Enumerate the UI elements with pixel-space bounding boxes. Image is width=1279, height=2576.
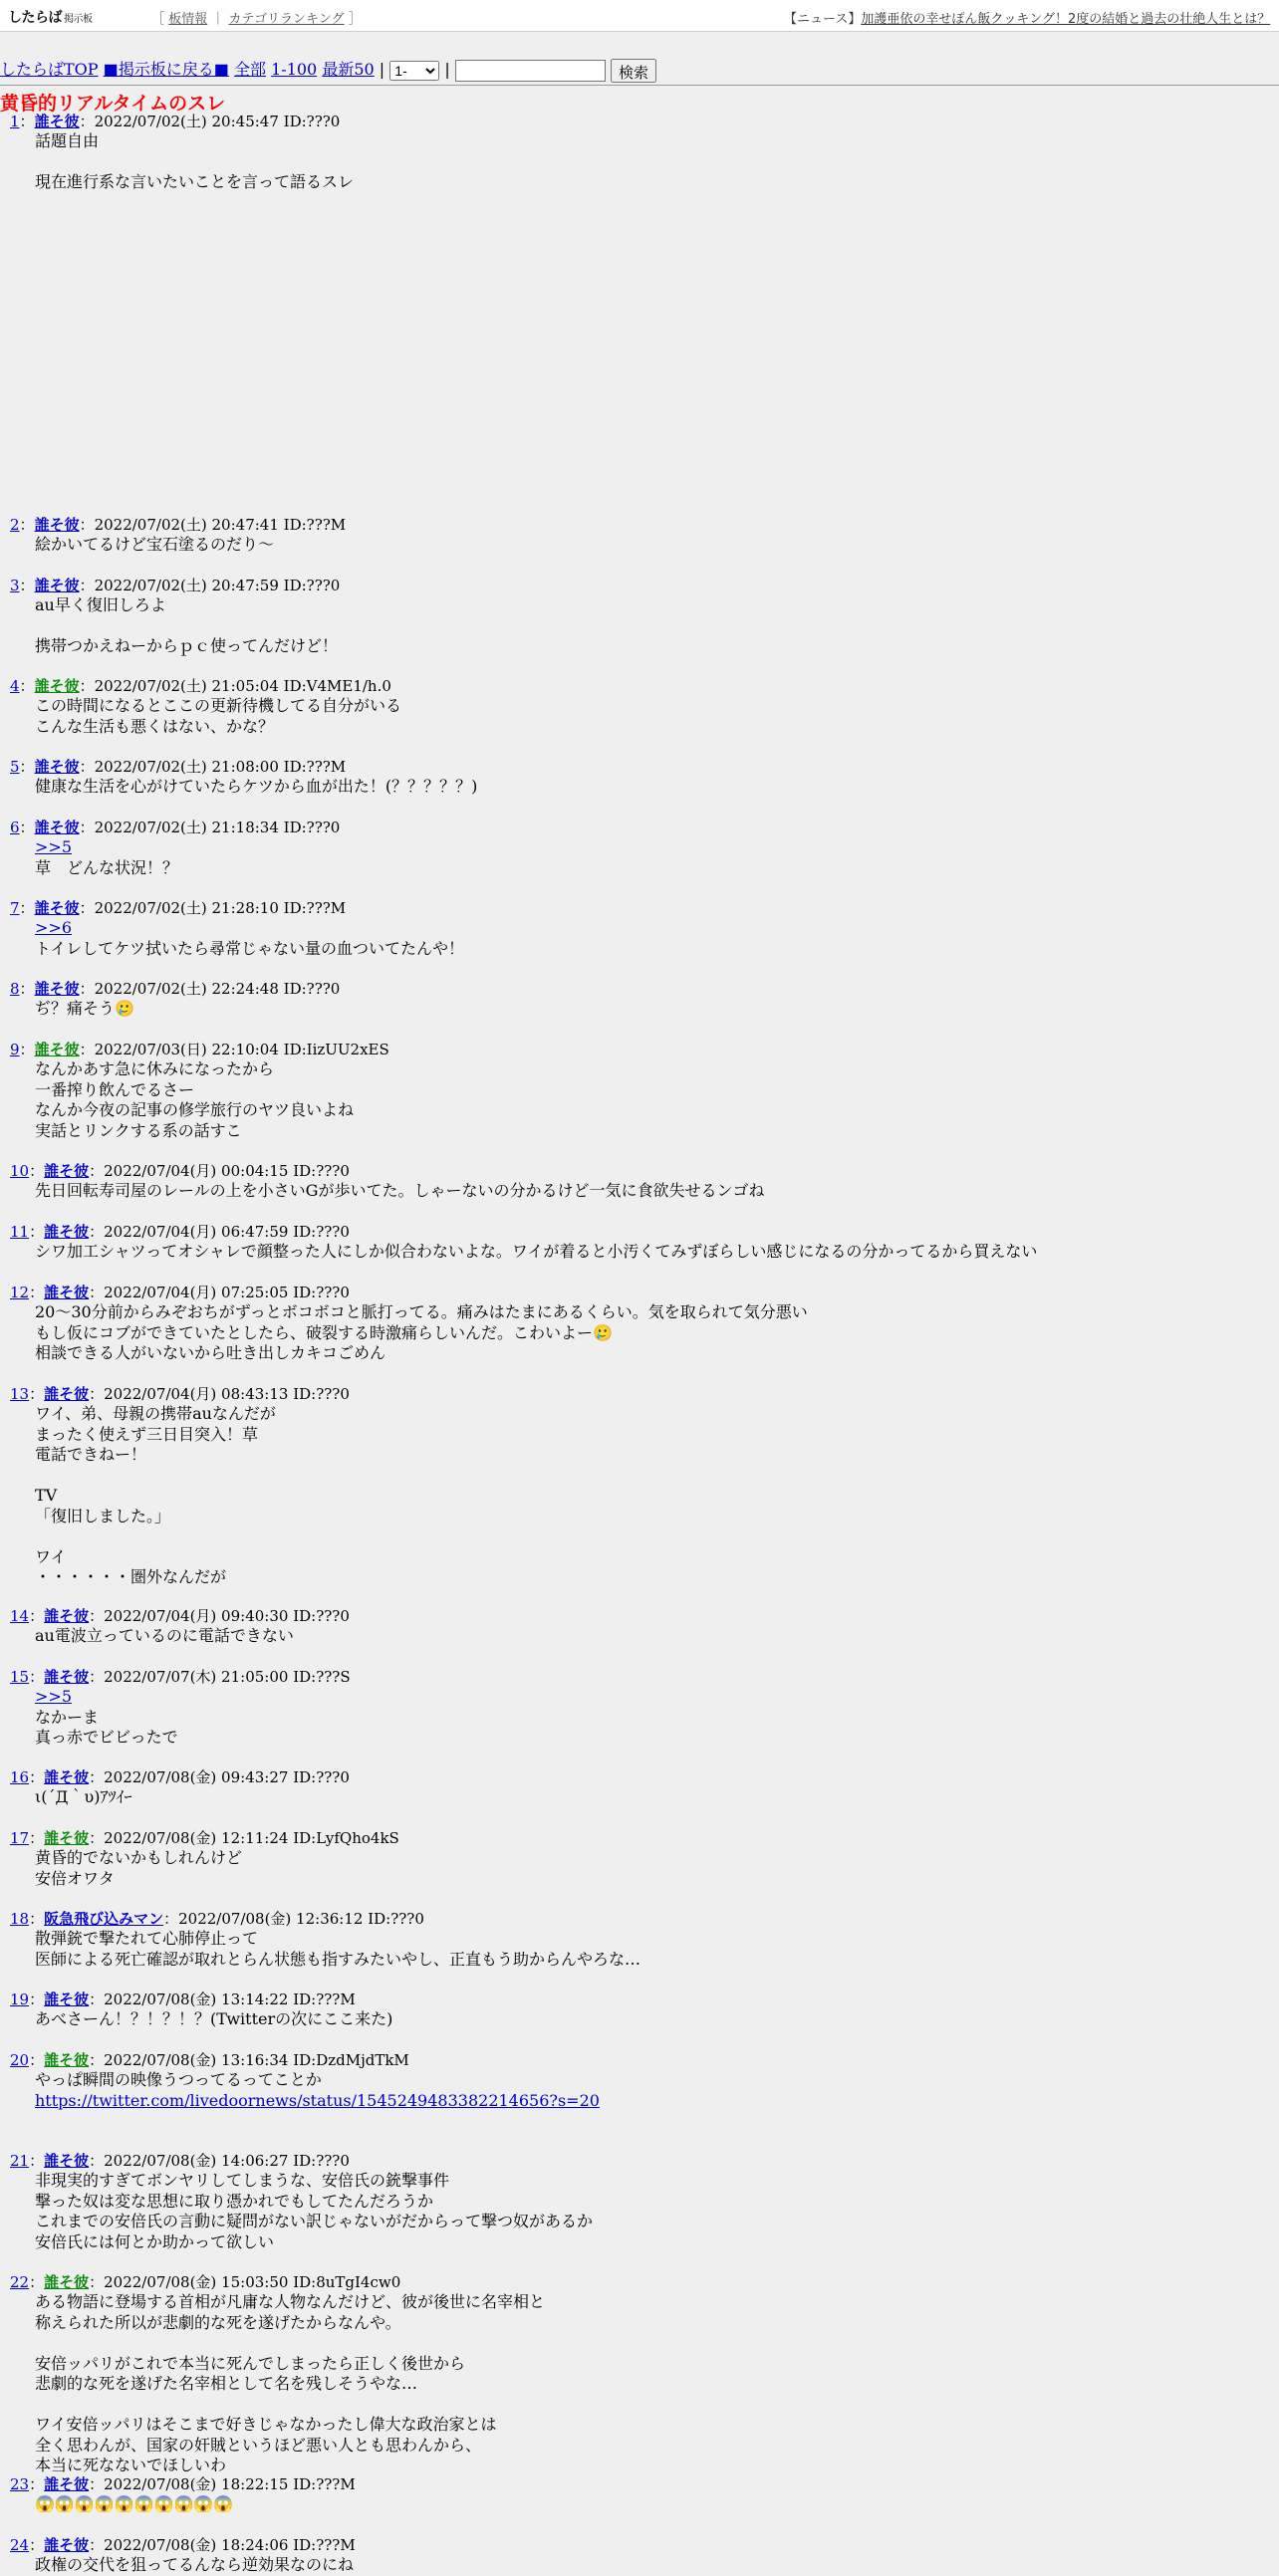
post-header <box>10 2473 356 2494</box>
post-header <box>10 1039 389 1059</box>
poster-name[interactable]: 誰そ彼 <box>34 899 80 917</box>
post-meta: ：2022/07/08(金) 14:06:27 ID:???0 <box>89 2152 350 2170</box>
post-meta: ：2022/07/08(金) 13:14:22 ID:???M <box>89 1991 356 2008</box>
post-line <box>35 1687 178 1708</box>
post-meta: ：2022/07/08(金) 15:03:50 ID:8uTgI4cw0 <box>89 2273 401 2291</box>
post-line: やっぱ瞬間の映像うつってるってことか <box>35 2070 322 2089</box>
colon: ： <box>29 1829 45 1847</box>
post-line <box>35 2395 545 2416</box>
colon: ： <box>29 2475 45 2493</box>
poster-name[interactable]: 誰そ彼 <box>34 980 80 998</box>
post-body <box>35 2009 392 2030</box>
all-posts-link[interactable]: 全部 <box>234 60 267 79</box>
poster-name[interactable]: 誰そ彼 <box>34 758 80 776</box>
post-header <box>10 978 340 999</box>
site-header <box>0 0 1279 32</box>
colon: ： <box>29 2536 45 2554</box>
post-line: トイレしてケツ拭いたら尋常じゃない量の血ついてたんや！ <box>35 938 465 958</box>
colon: ： <box>19 980 35 998</box>
post-header <box>10 1666 351 1687</box>
post-meta: ：2022/07/02(土) 21:05:04 ID:V4ME1/h.0 <box>79 677 391 695</box>
post-line: 現在進行系な言いたいことを言って語るスレ <box>35 172 355 191</box>
pipe-separator: | <box>444 60 450 79</box>
separator: ｜ <box>211 12 225 27</box>
poster-name[interactable]: 誰そ彼 <box>44 2051 90 2069</box>
colon: ： <box>29 1991 45 2008</box>
post-meta: ：2022/07/02(土) 20:47:59 ID:???0 <box>79 577 341 594</box>
post-number-link[interactable]: 3 <box>10 577 20 594</box>
post-body <box>35 918 464 959</box>
colon: ： <box>19 819 35 836</box>
post-line: TV <box>35 1486 58 1505</box>
post-line: 😱😱😱😱😱😱😱😱😱😱 <box>35 2494 234 2513</box>
colon: ： <box>19 113 35 130</box>
post-line <box>35 918 464 939</box>
post-body <box>35 2171 593 2252</box>
post-header <box>10 1908 424 1929</box>
post-line: 話題自由 <box>35 131 100 150</box>
post-number-link[interactable]: 19 <box>10 1991 30 2008</box>
post-header <box>10 897 346 918</box>
post-line <box>35 152 354 173</box>
poster-name[interactable]: 誰そ彼 <box>44 2273 90 2291</box>
poster-name[interactable]: 誰そ彼 <box>44 2475 90 2493</box>
post-line <box>35 2091 600 2112</box>
news-label: 【ニュース】 <box>784 12 862 27</box>
logo-sub: 掲示板 <box>64 14 93 25</box>
post-meta: ：2022/07/02(土) 21:18:34 ID:???0 <box>79 819 341 836</box>
post-header <box>10 2534 356 2555</box>
poster-name[interactable]: 誰そ彼 <box>34 677 80 695</box>
header-links <box>151 8 362 27</box>
post-header <box>10 1383 350 1404</box>
post-line: au早く復旧しろよ <box>35 595 166 614</box>
post-line <box>35 1466 276 1487</box>
range-link[interactable]: 1-100 <box>271 60 318 79</box>
reply-anchor-link[interactable]: >>5 <box>35 1687 72 1706</box>
post-body <box>35 1687 178 1749</box>
post-meta: ：2022/07/07(木) 21:05:00 ID:???S <box>89 1668 351 1686</box>
post-header <box>10 1989 356 2009</box>
post-line: 一番搾り飲んでるさー <box>35 1079 195 1099</box>
thread-nav <box>0 57 1279 86</box>
poster-name[interactable]: 誰そ彼 <box>44 2536 90 2554</box>
post-line: 称えられた所以が悲劇的な死を遂げたからなんや。 <box>35 2312 401 2332</box>
post-meta: ：2022/07/02(土) 20:45:47 ID:???0 <box>79 113 341 130</box>
post-body <box>35 2292 545 2476</box>
post-line: 政権の交代を狙ってるんなら逆効果なのにね <box>35 2555 355 2574</box>
post-meta: ：2022/07/02(土) 22:24:48 ID:???0 <box>79 980 341 998</box>
post-meta: ：2022/07/08(金) 18:24:06 ID:???M <box>89 2536 356 2554</box>
colon: ： <box>29 2152 45 2170</box>
post-number-link[interactable]: 15 <box>10 1668 30 1686</box>
colon: ： <box>19 516 35 534</box>
post-number-link[interactable]: 5 <box>10 758 20 776</box>
post-header <box>10 2049 409 2070</box>
post-line: ワイ、弟、母親の携帯auなんだが <box>35 1404 276 1423</box>
post-meta: ：2022/07/02(土) 21:28:10 ID:???M <box>79 899 347 917</box>
poster-name[interactable]: 誰そ彼 <box>44 1223 90 1241</box>
post-body <box>35 1848 242 1889</box>
post-line: 非現実的すぎてボンヤリしてしまうな、安倍氏の銃撃事件 <box>35 2171 450 2190</box>
colon: ： <box>29 2051 45 2069</box>
post-line <box>35 616 338 637</box>
post-line: 悲劇的な死を遂げた名宰相として名を残しそうやな… <box>35 2374 418 2393</box>
poster-name[interactable]: 誰そ彼 <box>34 819 80 836</box>
post-line: 撃った奴は変な思想に取り憑かれでもしてたんだろうか <box>35 2191 434 2211</box>
post-number-link[interactable]: 21 <box>10 2152 30 2170</box>
post-number-link[interactable]: 4 <box>10 677 20 695</box>
post-meta: ：2022/07/08(金) 18:22:15 ID:???M <box>89 2475 356 2493</box>
poster-name[interactable]: 誰そ彼 <box>34 577 80 594</box>
post-header <box>10 2150 350 2171</box>
post-line: この時間になるとここの更新待機してる自分がいる <box>35 696 402 715</box>
post-body <box>35 2555 354 2576</box>
post-line: ι(´Д｀υ)ｱﾂｲｰ <box>35 1787 132 1806</box>
post-line: なんか今夜の記事の修学旅行のヤツ良いよね <box>35 1100 355 1119</box>
news-ticker <box>784 8 1270 27</box>
post-meta: ：2022/07/02(土) 21:08:00 ID:???M <box>79 758 347 776</box>
post-header <box>10 575 340 595</box>
news-link[interactable]: 加護亜依の幸せぽん飯クッキング！2度の結婚と過去の壮絶人生とは？ <box>861 12 1271 27</box>
colon: ： <box>19 1041 35 1058</box>
bracket-close: ］ <box>348 12 362 27</box>
post-line: 医師による死亡確認が取れとらん状態も指すみたいやし、正直もう助からんやろな… <box>35 1949 641 1969</box>
poster-name[interactable]: 誰そ彼 <box>44 1668 90 1686</box>
post-header <box>10 1221 350 1242</box>
post-body <box>35 1181 764 1202</box>
colon: ： <box>29 1910 45 1928</box>
post-header <box>10 817 340 837</box>
post-number-link[interactable]: 1 <box>10 113 20 130</box>
post-meta: ：2022/07/04(月) 06:47:59 ID:???0 <box>89 1223 350 1241</box>
reply-anchor-link[interactable]: >>6 <box>35 918 72 937</box>
logo-text: したらば <box>8 10 62 26</box>
post-line: 黄昏的でないかもしれんけど <box>35 1848 243 1867</box>
poster-name[interactable]: 誰そ彼 <box>44 1991 90 2008</box>
post-header <box>10 1827 399 1848</box>
post-line: まったく使えず三日目突入！草 <box>35 1424 259 1444</box>
post-header <box>10 675 391 696</box>
post-number-link[interactable]: 2 <box>10 516 20 534</box>
post-line: 散弾銃で撃たれて心肺停止って <box>35 1929 259 1948</box>
post-header <box>10 1282 350 1302</box>
post-header <box>10 1766 350 1787</box>
post-line: 安倍ッパリがこれで本当に死んでしまったら正しく後世から <box>35 2353 466 2373</box>
post-meta: ：2022/07/02(土) 20:47:41 ID:???M <box>79 516 347 534</box>
post-line: なんかあす急に休みになったから <box>35 1059 275 1078</box>
board-info-link[interactable]: 板情報 <box>168 12 208 27</box>
post-line: ワイ <box>35 1546 67 1566</box>
colon: ： <box>29 1607 45 1625</box>
post-line: 草 どんな状況！？ <box>35 857 179 877</box>
post-line: 相談できる人がいないから吐き出しカキコごめん <box>35 1343 386 1362</box>
post-header <box>10 1160 350 1181</box>
back-to-board-link[interactable]: ■掲示板に戻る■ <box>103 60 229 79</box>
poster-name[interactable]: 誰そ彼 <box>44 1385 90 1403</box>
poster-name[interactable]: 誰そ彼 <box>44 2152 90 2170</box>
post-line: あべさーん！？！？！？(Twitterの次にここ来た) <box>35 2009 393 2028</box>
colon: ： <box>29 2273 45 2291</box>
post-line: 20～30分前からみぞおちがずっとボコボコと脈打ってる。痛みはたまにあるくらい。気を取られて気分悪い <box>35 1302 808 1321</box>
post-number-link[interactable]: 14 <box>10 1607 30 1625</box>
post-number-link[interactable]: 16 <box>10 1768 30 1786</box>
post-number-link[interactable]: 8 <box>10 980 20 998</box>
post-number-link[interactable]: 7 <box>10 899 20 917</box>
colon: ： <box>29 1223 45 1241</box>
post-line: au電波立っているのに電話できない <box>35 1626 294 1645</box>
post-line <box>35 837 178 858</box>
post-meta: ：2022/07/08(金) 12:11:24 ID:LyfQho4kS <box>89 1829 399 1847</box>
post-line: 絵かいてるけど宝石塗るのだり～ <box>35 535 275 554</box>
colon: ： <box>19 758 35 776</box>
post-number-link[interactable]: 13 <box>10 1385 30 1403</box>
post-line <box>35 2333 545 2354</box>
range-select[interactable] <box>389 61 439 81</box>
post-line: ・・・・・・圏外なんだが <box>35 1567 227 1586</box>
category-ranking-link[interactable]: カテゴリランキング <box>228 12 345 27</box>
post-number-link[interactable]: 10 <box>10 1162 30 1180</box>
post-meta: ：2022/07/04(月) 08:43:13 ID:???0 <box>89 1385 350 1403</box>
post-line: ぢ？痛そう🥲 <box>35 999 134 1018</box>
post-body <box>35 595 338 657</box>
post-body <box>35 1059 354 1141</box>
post-line: 先日回転寿司屋のレールの上を小さいGが歩いてた。しゃーないの分かるけど一気に食欲失せるンゴね <box>35 1181 765 1200</box>
colon: ： <box>29 1284 45 1301</box>
post-body <box>35 777 477 798</box>
post-number-link[interactable]: 20 <box>10 2051 30 2069</box>
post-body <box>35 1242 1037 1263</box>
thread-title: 黄昏的リアルタイムのスレ <box>0 93 226 115</box>
post-body <box>35 535 274 556</box>
reply-anchor-link[interactable]: >>5 <box>35 837 72 856</box>
post-line: 携帯つかえねーからｐｃ使ってんだけど！ <box>35 636 339 655</box>
post-header <box>10 756 346 777</box>
shitaraba-top-link[interactable]: したらばTOP <box>0 60 99 79</box>
post-body <box>35 837 178 878</box>
post-body <box>35 999 134 1020</box>
post-body <box>35 696 401 737</box>
colon: ： <box>19 577 35 594</box>
post-meta: ：2022/07/08(金) 09:43:27 ID:???0 <box>89 1768 350 1786</box>
post-header <box>10 514 346 535</box>
post-header <box>10 1605 350 1626</box>
poster-name[interactable]: 誰そ彼 <box>44 1829 90 1847</box>
post-body <box>35 1626 294 1647</box>
post-body <box>35 2070 600 2111</box>
post-line: もし仮にコブができていたとしたら、破裂する時激痛らしいんだ。こわいよー🥲 <box>35 1322 613 1342</box>
post-body <box>35 131 354 193</box>
poster-name[interactable]: 誰そ彼 <box>34 113 80 130</box>
post-line: これまでの安倍氏の言動に疑問がない訳じゃないがだからって撃つ奴があるか <box>35 2212 594 2230</box>
colon: ： <box>29 1162 45 1180</box>
post-number-link[interactable]: 11 <box>10 1223 30 1241</box>
post-meta: ：2022/07/04(月) 00:04:15 ID:???0 <box>89 1162 350 1180</box>
colon: ： <box>29 1768 45 1786</box>
search-button[interactable]: 検索 <box>611 59 656 83</box>
poster-name[interactable]: 誰そ彼 <box>34 516 80 534</box>
post-number-link[interactable]: 18 <box>10 1910 30 1928</box>
post-number-link[interactable]: 24 <box>10 2536 30 2554</box>
post-number-link[interactable]: 9 <box>10 1041 20 1058</box>
poster-name[interactable]: 誰そ彼 <box>44 1284 90 1301</box>
post-number-link[interactable]: 6 <box>10 819 20 836</box>
post-line: 「復旧しました。」 <box>35 1506 171 1525</box>
post-line: 安倍氏には何とか助かって欲しい <box>35 2231 275 2251</box>
pipe-separator: | <box>379 60 385 79</box>
post-body <box>35 1302 808 1364</box>
poster-name[interactable]: 誰そ彼 <box>34 1041 80 1058</box>
post-number-link[interactable]: 23 <box>10 2475 30 2493</box>
post-meta: ：2022/07/08(金) 12:36:12 ID:???0 <box>163 1910 424 1928</box>
post-line: 健康な生活を心がけていたらケツから血が出た！(？？？？？) <box>35 777 478 796</box>
external-link[interactable]: https://twitter.com/livedoornews/status/1545249483382214656?s=20 <box>35 2090 600 2110</box>
post-header <box>10 2271 400 2292</box>
post-line: シワ加工シャツってオシャレで顔整った人にしか似合わないよな。ワイが着ると小汚くてみずぼらしい感じになるの分かってるから買えない <box>35 1242 1038 1261</box>
post-number-link[interactable]: 22 <box>10 2273 30 2291</box>
post-body <box>35 2494 233 2515</box>
latest50-link[interactable]: 最新50 <box>322 60 375 79</box>
post-header <box>10 111 340 131</box>
post-line: ある物語に登場する首相が凡庸な人物なんだけど、彼が後世に名宰相と <box>35 2292 546 2311</box>
post-line: 本当に死なないでほしいわ <box>35 2456 227 2474</box>
post-number-link[interactable]: 17 <box>10 1829 30 1847</box>
post-line <box>35 1526 276 1547</box>
site-logo[interactable] <box>8 7 93 27</box>
post-meta: ：2022/07/04(月) 07:25:05 ID:???0 <box>89 1284 350 1301</box>
colon: ： <box>29 1668 45 1686</box>
post-meta: ：2022/07/04(月) 09:40:30 ID:???0 <box>89 1607 350 1625</box>
post-body <box>35 1929 640 1970</box>
poster-name[interactable]: 誰そ彼 <box>44 1162 90 1180</box>
post-meta: ：2022/07/03(日) 22:10:04 ID:IizUU2xES <box>79 1041 389 1058</box>
post-line: なかーま <box>35 1707 100 1727</box>
poster-name[interactable]: 誰そ彼 <box>44 1768 90 1786</box>
post-line: ワイ安倍ッパリはそこまで好きじゃなかったし偉大な政治家とは <box>35 2415 497 2434</box>
post-meta: ：2022/07/08(金) 13:16:34 ID:DzdMjdTkM <box>89 2051 409 2069</box>
post-number-link[interactable]: 12 <box>10 1284 30 1301</box>
post-line: 全く思わんが、国家の奸賊というほど悪い人とも思わんから、 <box>35 2435 482 2455</box>
colon: ： <box>19 677 35 695</box>
post-line: 真っ赤でビビったで <box>35 1728 178 1747</box>
post-line: こんな生活も悪くはない、かな？ <box>35 716 275 736</box>
colon: ： <box>19 899 35 917</box>
post-line: 実話とリンクする系の話すこ <box>35 1120 242 1140</box>
post-body <box>35 1787 132 1808</box>
search-input[interactable] <box>455 60 606 82</box>
poster-name[interactable]: 誰そ彼 <box>44 1607 90 1625</box>
bracket-open: ［ <box>151 12 165 27</box>
poster-name[interactable]: 阪急飛び込みマン <box>44 1910 164 1928</box>
colon: ： <box>29 1385 45 1403</box>
post-line: 電話できねー！ <box>35 1445 147 1464</box>
post-line: 安倍オワタ <box>35 1868 115 1888</box>
post-body <box>35 1404 276 1588</box>
